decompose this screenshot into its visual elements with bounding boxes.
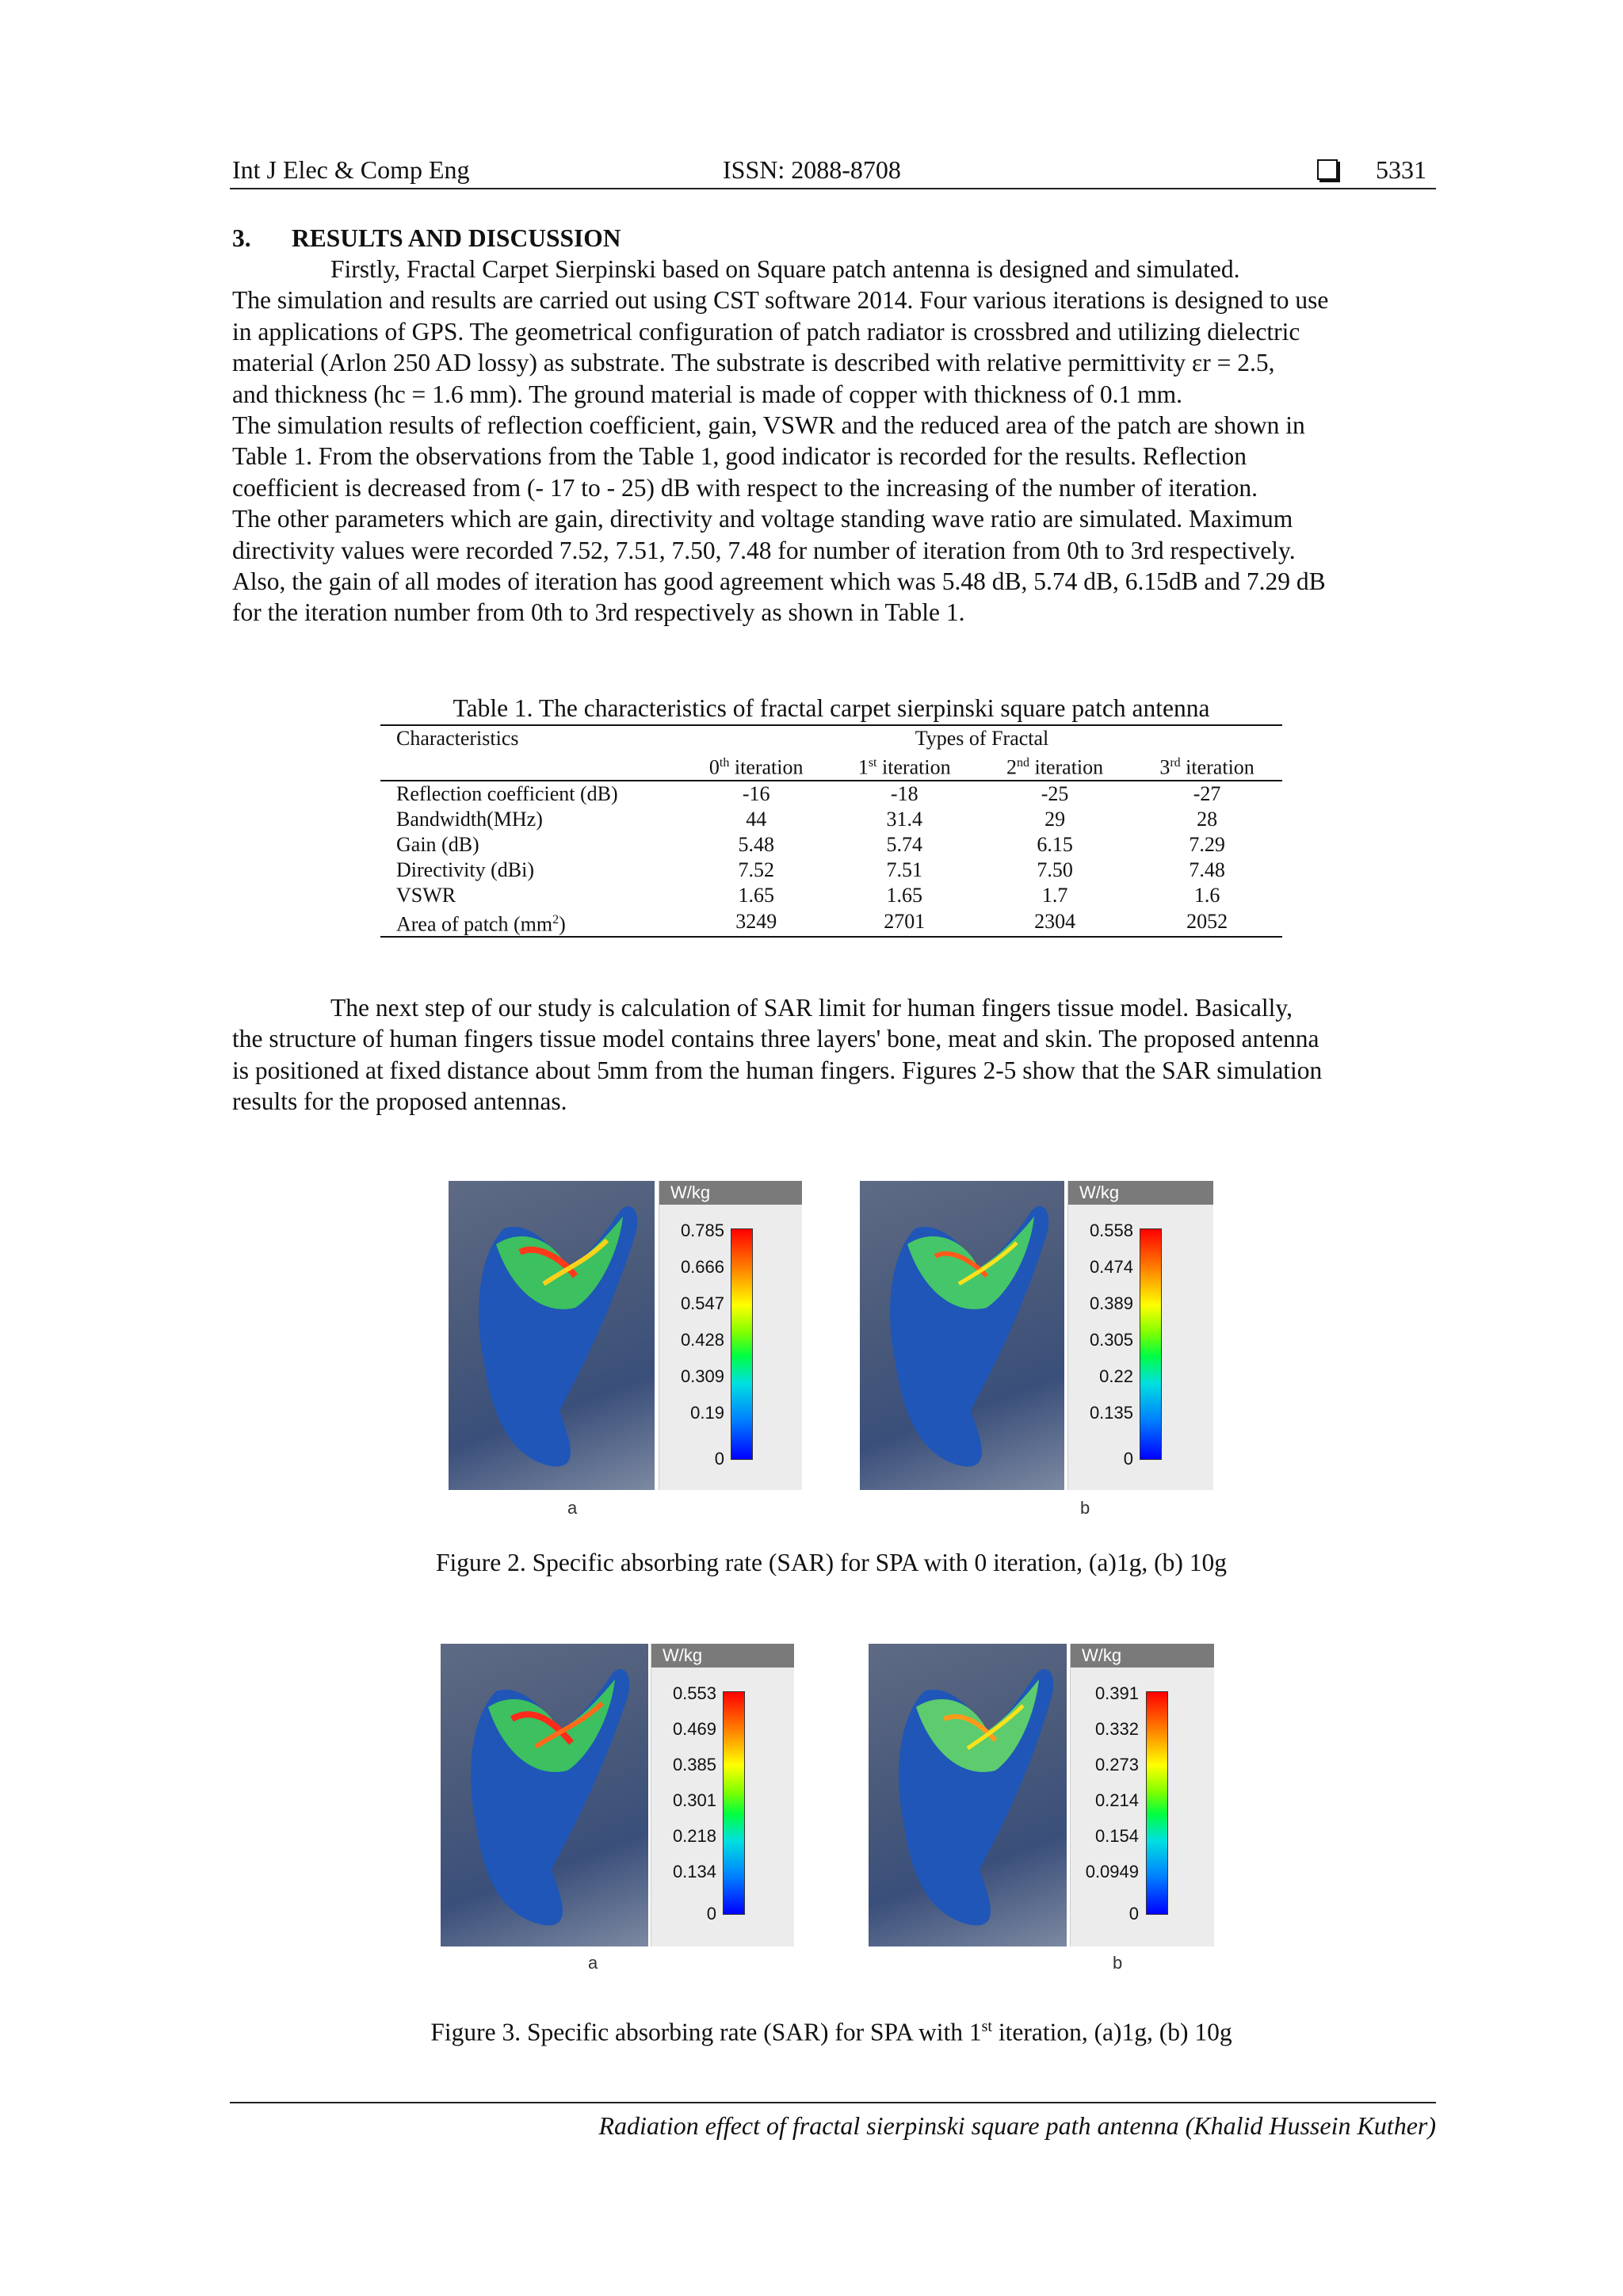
scale-tick: 0.305 — [1089, 1330, 1133, 1350]
paragraph-sar — [232, 992, 1430, 1117]
paragraph-line: Table 1. From the observations from the Table 1, good indicator is recorded for the results. Reflection — [232, 442, 1247, 471]
scale-tick: 0.547 — [680, 1293, 724, 1313]
scale-unit: W/kg — [1068, 1181, 1213, 1205]
scale-tick: 0.301 — [672, 1790, 716, 1810]
table1-iteration-header: 1st iteration — [857, 755, 951, 779]
paragraph-results — [232, 254, 1430, 628]
paragraph-line: the structure of human fingers tissue model contains three layers' bone, meat and skin. The proposed antenna — [232, 1025, 1319, 1053]
running-header-issn: ISSN: 2088-8708 — [723, 155, 901, 184]
table-row: Area of patch $(mm^2)$ 3249 2701 2304 2052 — [380, 908, 1282, 938]
checkbox-icon — [1317, 155, 1338, 185]
scale-tick: 0.391 — [1094, 1683, 1139, 1703]
paragraph-line: The other parameters which are gain, directivity and voltage standing wave ratio are simulated. Maximum — [232, 505, 1293, 533]
figure3-caption: Figure 3. Specific absorbing rate (SAR) for SPA with 1st iteration, (a)1g, (b) 10g — [430, 2018, 1232, 2046]
table1-caption: Table 1. The characteristics of fractal carpet sierpinski square patch antenna — [453, 694, 1210, 722]
scale-tick: 0 — [1123, 1449, 1133, 1469]
sar-color-scale — [1067, 1181, 1213, 1490]
running-header-journal: Int J Elec & Comp Eng — [232, 155, 470, 184]
scale-unit: W/kg — [659, 1181, 802, 1205]
colorbar — [731, 1228, 753, 1460]
scale-tick: 0.22 — [1099, 1366, 1133, 1386]
sar-heatmap-image — [860, 1181, 1064, 1490]
colorbar — [723, 1691, 745, 1915]
table1 — [380, 724, 1282, 938]
scale-tick: 0.19 — [690, 1403, 724, 1423]
scale-tick: 0.474 — [1089, 1257, 1133, 1277]
colorbar — [1140, 1228, 1162, 1460]
section-title: RESULTS AND DISCUSSION — [292, 224, 621, 252]
paragraph-line: The simulation results of reflection coefficient, gain, VSWR and the reduced area of the patch are shown in — [232, 411, 1305, 440]
scale-tick: 0.389 — [1089, 1293, 1133, 1313]
paragraph-line: and thickness (hc = 1.6 mm). The ground material is made of copper with thickness of 0.1 mm. — [232, 380, 1183, 408]
scale-tick: 0.214 — [1094, 1790, 1139, 1810]
scale-tick: 0.428 — [680, 1330, 724, 1350]
paragraph-line: results for the proposed antennas. — [232, 1087, 567, 1116]
figure2-caption: Figure 2. Specific absorbing rate (SAR) for SPA with 0 iteration, (a)1g, (b) 10g — [436, 1549, 1227, 1576]
table1-group-header: Types of Fractal — [915, 727, 1049, 750]
subfigure-label: b — [1113, 1953, 1123, 1973]
section-number: 3. — [232, 224, 251, 252]
sar-color-scale — [659, 1181, 802, 1490]
scale-tick: 0.558 — [1089, 1221, 1133, 1240]
sar-heatmap-image — [869, 1644, 1067, 1946]
scale-tick: 0.309 — [680, 1366, 724, 1386]
scale-tick: 0.134 — [672, 1862, 716, 1881]
table1-col-header: Characteristics — [396, 727, 519, 750]
scale-tick: 0.273 — [1094, 1755, 1139, 1775]
sar-color-scale — [1070, 1644, 1214, 1946]
subfigure-label: a — [567, 1498, 578, 1518]
subfigure-label: b — [1080, 1498, 1090, 1518]
section-heading — [232, 224, 621, 253]
table1-iteration-header: 0th iteration — [708, 755, 804, 779]
footer-rule — [230, 2102, 1436, 2103]
scale-tick: 0 — [714, 1449, 724, 1469]
paragraph-line: in applications of GPS. The geometrical configuration of patch radiator is crossbred and utilizing dielectric — [232, 317, 1300, 346]
scale-tick: 0.154 — [1094, 1826, 1139, 1846]
scale-tick: 0.666 — [680, 1257, 724, 1277]
table1-iteration-header: 3rd iteration — [1159, 755, 1254, 779]
scale-unit: W/kg — [1071, 1644, 1214, 1668]
paragraph-line: coefficient is decreased from (- 17 to - 25) dB with respect to the increasing of the number of iteration. — [232, 473, 1258, 502]
scale-tick: 0 — [1128, 1904, 1139, 1924]
sar-color-scale — [651, 1644, 794, 1946]
paragraph-line: material (Arlon 250 AD lossy) as substrate. The substrate is described with relative permittivity εr = 2.5, — [232, 349, 1275, 377]
paragraph-line: The simulation and results are carried out using CST software 2014. Four various iterations is designed to use — [232, 286, 1329, 315]
colorbar — [1146, 1691, 1168, 1915]
page-number: 5331 — [1376, 155, 1426, 184]
scale-tick: 0.218 — [672, 1826, 716, 1846]
table1-iteration-header: 2nd iteration — [1006, 755, 1104, 779]
figure2-panel-a — [449, 1181, 801, 1520]
scale-tick: 0.0949 — [1085, 1862, 1139, 1881]
sar-heatmap-image — [441, 1644, 648, 1946]
scale-tick: 0 — [706, 1904, 716, 1924]
scale-tick: 0.135 — [1089, 1403, 1133, 1423]
figure3-panel-b — [869, 1644, 1213, 1977]
paragraph-line: Also, the gain of all modes of iteration has good agreement which was 5.48 dB, 5.74 dB, 6.15dB and 7.29 dB — [232, 567, 1326, 596]
table-row: Bandwidth(MHz) 44 31.4 29 28 — [396, 807, 1218, 831]
scale-tick: 0.553 — [672, 1683, 716, 1703]
paragraph-line: directivity values were recorded 7.52, 7.51, 7.50, 7.48 for number of iteration from 0th to 3rd respectively. — [232, 536, 1296, 564]
running-footer: Radiation effect of fractal sierpinski square path antenna (Khalid Hussein Kuther) — [598, 2111, 1436, 2140]
scale-unit: W/kg — [651, 1644, 794, 1668]
subfigure-label: a — [588, 1953, 598, 1973]
table-row: Reflection coefficient (dB) -16 -18 -25 -27 — [396, 781, 1221, 805]
scale-tick: 0.469 — [672, 1719, 716, 1739]
sar-heatmap-image — [449, 1181, 655, 1490]
paragraph-line: The next step of our study is calculation of SAR limit for human fingers tissue model. Basically, — [330, 994, 1293, 1022]
table-row: Gain (dB) 5.48 5.74 6.15 7.29 — [396, 832, 1225, 856]
header-rule — [230, 188, 1436, 189]
scale-tick: 0.785 — [680, 1221, 724, 1240]
paragraph-line: for the iteration number from 0th to 3rd respectively as shown in Table 1. — [232, 598, 965, 627]
table-row: Directivity (dBi) 7.52 7.51 7.50 7.48 — [396, 858, 1225, 881]
scale-tick: 0.332 — [1094, 1719, 1139, 1739]
paragraph-line: is positioned at fixed distance about 5mm from the human fingers. Figures 2-5 show that the SAR simulation — [232, 1056, 1323, 1084]
table-row: VSWR 1.65 1.65 1.7 1.6 — [396, 883, 1220, 907]
figure2-panel-b — [860, 1181, 1212, 1520]
scale-tick: 0.385 — [672, 1755, 716, 1775]
figure3-panel-a — [441, 1644, 793, 1977]
paragraph-line: Firstly, Fractal Carpet Sierpinski based on Square patch antenna is designed and simulated. — [330, 255, 1240, 283]
